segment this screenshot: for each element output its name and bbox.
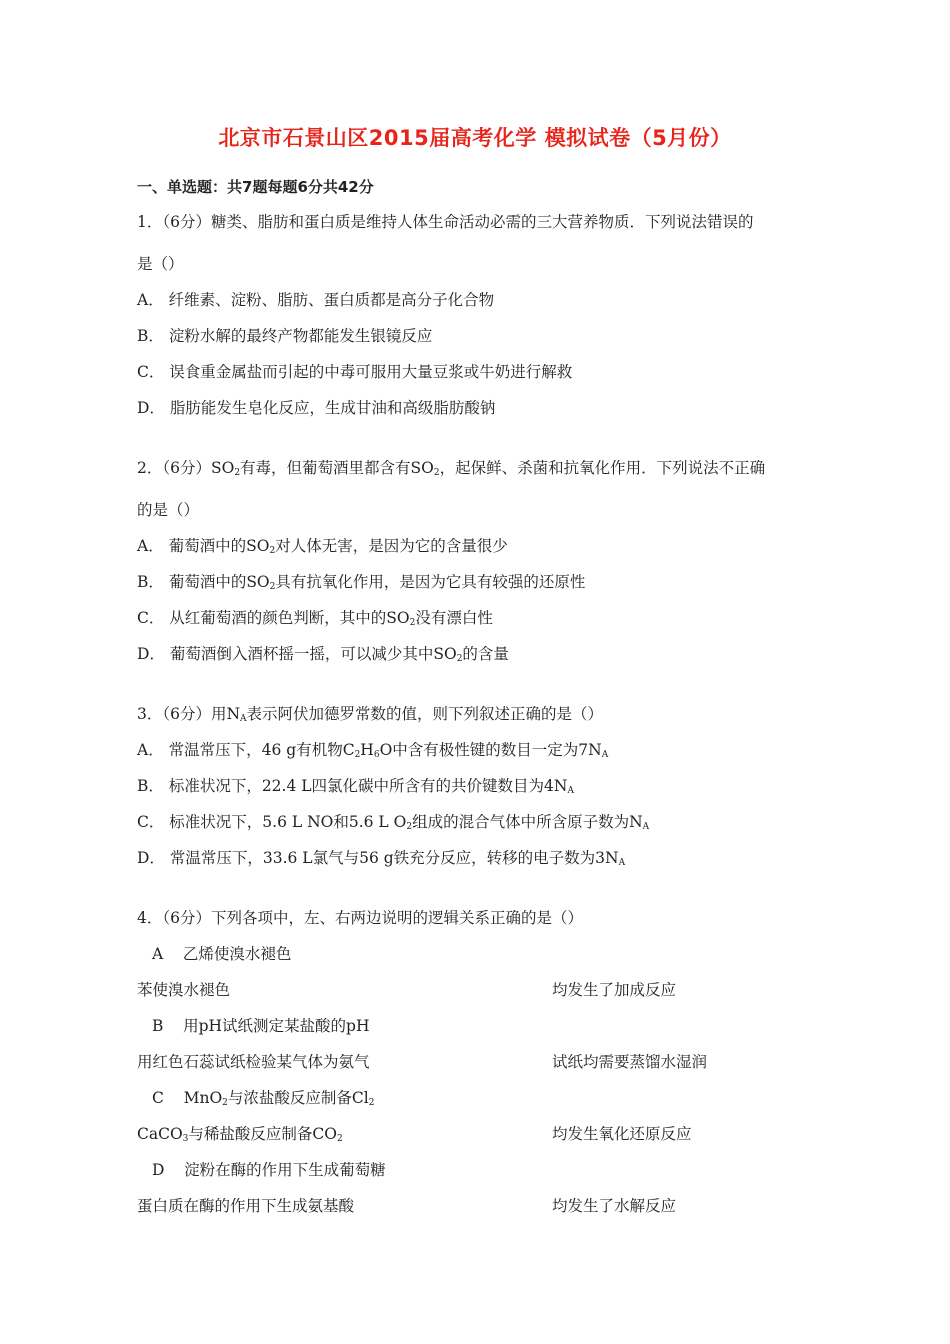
- q1-stem-line2: 是（）: [137, 255, 184, 273]
- q3-option-d: D． 常温常压下，33.6 L氯气与56 g铁充分反应，转移的电子数为$3N_A$: [137, 849, 626, 868]
- page-title: 北京市石景山区2015届高考化学 模拟试卷（5月份）: [218, 126, 732, 150]
- q4-row-c-left1: C MnO$_2$与浓盐酸反应制备$Cl_2$: [152, 1089, 375, 1108]
- q2-option-a: A． 葡萄酒中的$SO_2$对人体无害，是因为它的含量很少: [137, 537, 508, 556]
- q4-row-a-left2: 苯使溴水褪色: [137, 981, 231, 999]
- q4-row-a-left1: A 乙烯使溴水褪色: [152, 945, 292, 963]
- q4-row-c-right: 均发生氧化还原反应: [552, 1125, 692, 1143]
- q4-row-d-right: 均发生了水解反应: [552, 1197, 677, 1215]
- q4-row-b-right: 试纸均需要蒸馏水湿润: [552, 1053, 708, 1071]
- q1-option-a: A． 纤维素、淀粉、脂肪、蛋白质都是高分子化合物: [137, 291, 495, 309]
- q1-option-c: C． 误食重金属盐而引起的中毒可服用大量豆浆或牛奶进行解救: [137, 363, 573, 381]
- q4-row-d-left2: 蛋白质在酶的作用下生成氨基酸: [137, 1197, 355, 1215]
- q4-row-a-right: 均发生了加成反应: [552, 981, 677, 999]
- q1-option-b: B． 淀粉水解的最终产物都能发生银镜反应: [137, 327, 433, 345]
- q1-stem-line1: 1．（6分）糖类、脂肪和蛋白质是维持人体生命活动必需的三大营养物质．下列说法错误的: [137, 213, 754, 231]
- q3-stem: 3．（6分）用$N_A$表示阿伏加德罗常数的值，则下列叙述正确的是（）: [137, 705, 604, 724]
- q1-option-d: D． 脂肪能发生皂化反应，生成甘油和高级脂肪酸钠: [137, 399, 496, 417]
- q4-stem: 4．（6分）下列各项中，左、右两边说明的逻辑关系正确的是（）: [137, 909, 583, 927]
- section-heading: 一、单选题：共7题每题6分共42分: [137, 178, 374, 196]
- q3-option-a: A． 常温常压下，46 g有机物$C_2H_6O$中含有极性键的数目一定为$7N_A$: [137, 741, 609, 760]
- q4-row-b-left1: B 用pH试纸测定某盐酸的pH: [152, 1017, 370, 1035]
- q3-option-b: B． 标准状况下，22.4 L四氯化碳中所含有的共价键数目为$4N_A$: [137, 777, 574, 796]
- q2-option-d: D． 葡萄酒倒入酒杯摇一摇，可以减少其中$SO_2$的含量: [137, 645, 509, 664]
- q3-option-c: C． 标准状况下，5.6 L NO和5.6 L $O_2$组成的混合气体中所含原子数为$N_A$: [137, 813, 650, 832]
- q4-row-b-left2: 用红色石蕊试纸检验某气体为氨气: [137, 1053, 370, 1071]
- q2-stem-line1: 2．（6分）$SO_2$有毒，但葡萄酒里都含有$SO_2$，起保鲜、杀菌和抗氧化作用．下列说法不正确: [137, 459, 766, 478]
- q4-row-d-left1: D 淀粉在酶的作用下生成葡萄糖: [152, 1161, 386, 1179]
- q2-option-b: B． 葡萄酒中的$SO_2$具有抗氧化作用，是因为它具有较强的还原性: [137, 573, 586, 592]
- q4-row-c-left2: CaCO$_3$与稀盐酸反应制备$CO_2$: [137, 1125, 343, 1144]
- q2-stem-line2: 的是（）: [137, 501, 200, 519]
- q2-option-c: C． 从红葡萄酒的颜色判断，其中的$SO_2$没有漂白性: [137, 609, 493, 628]
